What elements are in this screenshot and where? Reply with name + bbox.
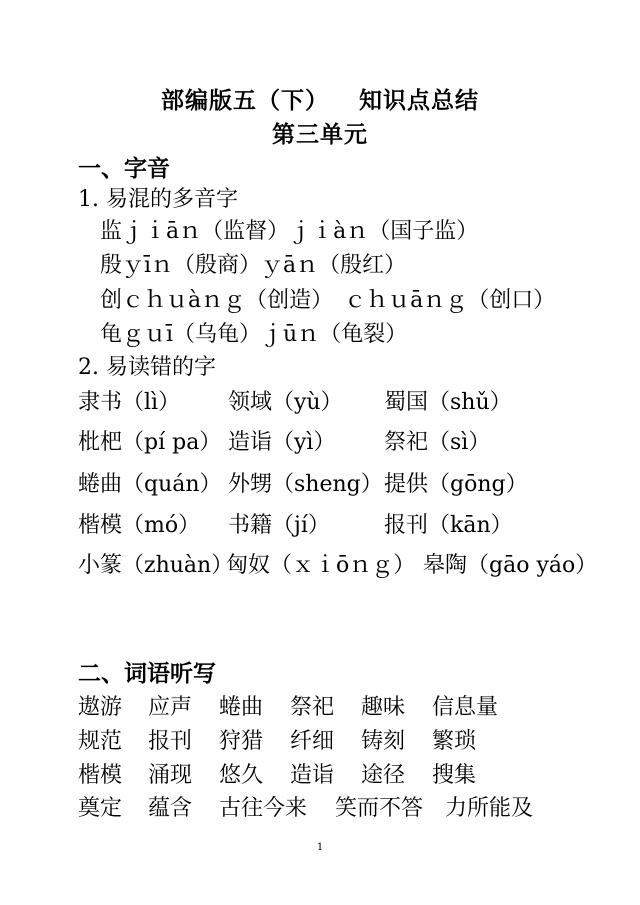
- word-item: 祭祀（sì）: [384, 430, 491, 455]
- word-item: 小篆（zhuàn）: [78, 553, 234, 578]
- word-item: 领域（yù）: [228, 390, 343, 415]
- vocab-item: 力所能及: [445, 796, 534, 821]
- polyphone-line: 监ｊｉāｎ（监督）ｊｉàｎ（国子监）: [100, 219, 479, 244]
- polyphone-line: 殷ｙīｎ（殷商）ｙāｎ（殷红）: [100, 253, 407, 278]
- word-item: 书籍（jí）: [228, 513, 330, 538]
- vocab-item: 祭祀: [290, 695, 335, 720]
- word-row: [78, 548, 598, 580]
- word-item: 外甥（sheng）: [228, 472, 383, 497]
- vocab-item: 造诣: [290, 763, 335, 788]
- word-item: 报刊（kān）: [384, 513, 513, 538]
- vocab-item: 繁琐: [432, 729, 477, 754]
- word-item: 隶书（lì）: [78, 390, 181, 415]
- word-item: 造诣（yì）: [228, 430, 336, 455]
- title-left: 部编版五（下）: [161, 87, 329, 114]
- vocab-item: 奠定: [78, 796, 123, 821]
- vocab-item: 蜷曲: [219, 695, 264, 720]
- subsection-misread: 2. 易读错的字: [78, 355, 216, 380]
- polyphone-line: 创ｃｈｕàｎｇ（创造） ｃｈｕāｎｇ（创口）: [100, 288, 556, 313]
- vocab-item: 楷模: [78, 763, 123, 788]
- word-item: 楷模（mó）: [78, 513, 201, 538]
- vocab-item: 蕴含: [148, 796, 193, 821]
- vocab-item: 狩猎: [219, 729, 264, 754]
- word-item: 匈奴（ｘｉōｎｇ）: [226, 553, 416, 578]
- vocab-item: 涌现: [148, 763, 193, 788]
- vocab-item: 搜集: [432, 763, 477, 788]
- vocab-item: 报刊: [148, 729, 193, 754]
- title-right: 知识点总结: [359, 87, 479, 114]
- page-title: [0, 82, 640, 115]
- vocab-item: 途径: [361, 763, 406, 788]
- word-item: 枇杷（pí pa）: [78, 430, 222, 455]
- vocab-item: 纤细: [290, 729, 335, 754]
- word-item: 提供（gōng）: [384, 472, 528, 497]
- section-heading-pronunciation: 一、字音: [78, 155, 170, 182]
- vocab-item: 笑而不答: [335, 796, 424, 821]
- vocab-item: 遨游: [78, 695, 123, 720]
- word-row: [78, 385, 598, 417]
- vocab-item: 古往今来: [219, 796, 308, 821]
- unit-title: 第三单元: [272, 121, 368, 148]
- word-item: 皋陶（gāo yáo）: [423, 553, 598, 578]
- word-item: 蜀国（shǔ）: [384, 390, 512, 415]
- polyphone-line: 龟ｇｕī（乌龟）ｊūｎ（龟裂）: [100, 322, 408, 347]
- vocab-item: 规范: [78, 729, 123, 754]
- vocab-item: 趣味: [361, 695, 406, 720]
- word-row: [78, 467, 598, 499]
- vocab-item: 应声: [148, 695, 193, 720]
- vocab-item: 信息量: [432, 695, 499, 720]
- page-number: 1: [316, 842, 324, 853]
- word-item: 蜷曲（quán）: [78, 472, 222, 497]
- word-row: [78, 508, 598, 540]
- subsection-polyphones: 1. 易混的多音字: [78, 187, 238, 212]
- vocab-item: 悠久: [219, 763, 264, 788]
- section-heading-dictation: 二、词语听写: [78, 660, 216, 687]
- word-row: [78, 425, 598, 457]
- vocab-item: 铸刻: [361, 729, 406, 754]
